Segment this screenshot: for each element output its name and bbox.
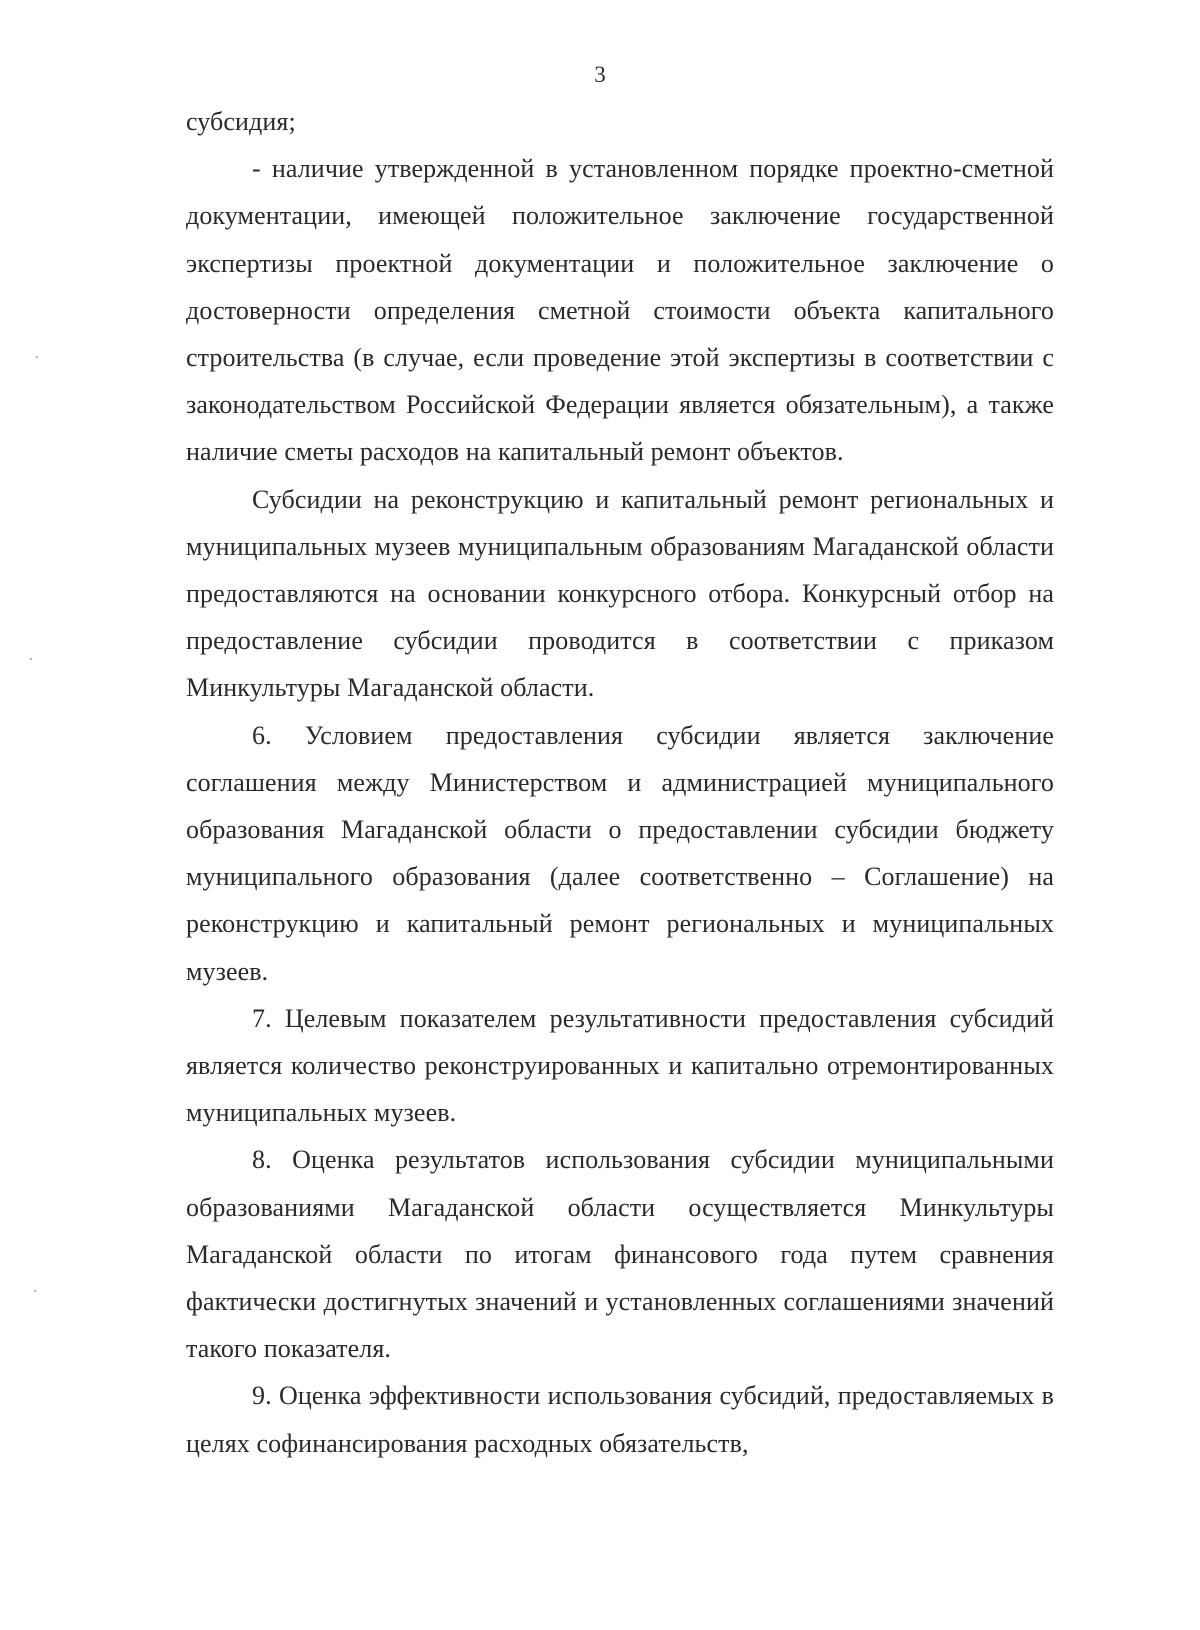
paragraph-design-documentation: - наличие утвержденной в установленном порядке проектно-сметной документации, имеющей положительное заключение государственной экспертизы проектной документации и положительное заключение о достоверности определения сметной стоимости объекта капитального строительства (в случае, если проведение этой экспертизы в соответствии с законодательством Российской Федерации является обязательным), а также наличие сметы расходов на капитальный ремонт объектов. [186, 154, 1054, 467]
paragraph-item-8: 8. Оценка результатов использования субсидии муниципальными образованиями Магаданской области осуществляется Минкультуры Магаданской области по итогам финансового года путем сравнения фактически достигнутых значений и установленных соглашениями значений такого показателя. [186, 1145, 1054, 1364]
paragraph-item-6: 6. Условием предоставления субсидии является заключение соглашения между Министерством и администрацией муниципального образования Магаданской области о предоставлении субсидии бюджету муниципального образования (далее соответственно – Соглашение) на реконструкцию и капитальный ремонт региональных и муниципальных музеев. [186, 720, 1054, 986]
scan-speck [30, 658, 32, 660]
paragraph-continuation: субсидия; [186, 107, 296, 136]
document-body [186, 98, 1054, 1467]
scan-speck [36, 356, 38, 358]
paragraph-item-9: 9. Оценка эффективности использования субсидий, предоставляемых в целях софинансирования расходных обязательств, [186, 1381, 1054, 1458]
paragraph-item-7: 7. Целевым показателем результативности предоставления субсидий является количество реконструированных и капитально отремонтированных муниципальных музеев. [186, 1003, 1054, 1128]
paragraph-competitive-selection: Субсидии на реконструкцию и капитальный ремонт региональных и муниципальных музеев муниципальным образованиям Магаданской области предоставляются на основании конкурсного отбора. Конкурсный отбор на предоставление субсидии проводится в соответствии с приказом Минкультуры Магаданской области. [186, 484, 1054, 703]
scan-speck [34, 1290, 36, 1292]
page-number: 3 [594, 62, 606, 87]
